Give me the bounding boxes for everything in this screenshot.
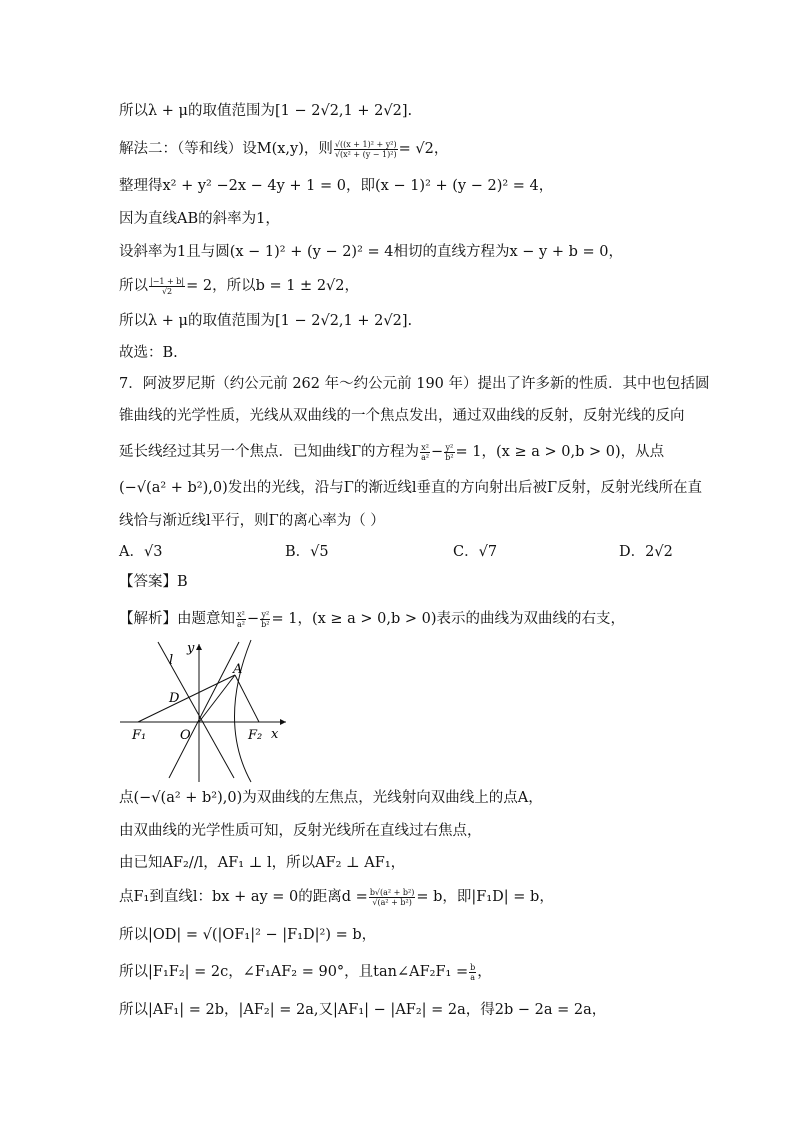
option-c: C．√7 — [453, 544, 498, 560]
answer-line: 【答案】B — [119, 574, 188, 590]
line-f1-a — [138, 675, 235, 722]
fraction-numerator: √((x + 1)² + y²) — [334, 139, 397, 149]
fraction-numerator: b√(a² + b²) — [369, 887, 415, 897]
solution-line-3: 由已知AF₂//l，AF₁ ⊥ l，所以AF₂ ⊥ AF₁， — [119, 855, 406, 871]
fraction-denominator: a² — [237, 619, 245, 629]
line-o-a — [199, 675, 235, 722]
solution-line-2: 由双曲线的光学性质可知，反射光线所在直线过右焦点， — [119, 823, 482, 839]
fraction-numerator: y² — [445, 442, 454, 452]
distance-d-fraction — [369, 888, 416, 907]
line-range-1: 所以λ + μ的取值范围为[1 − 2√2,1 + 2√2]. — [119, 103, 413, 119]
solution-4-prefix: 点F₁到直线l：bx + ay = 0的距离d = — [119, 889, 368, 905]
fraction-denominator: b² — [445, 452, 454, 462]
solution-line-6 — [119, 962, 492, 982]
label-d: D — [169, 691, 180, 706]
question-line-3: 延长线经过其另一个焦点．已知曲线Γ的方程为 $\frac{\text{x²}}{\text{a²}}$ − $\frac{\text{y²}}{\text{b²}}$ = 1，(x ≥ a > 0,b > 0)，从点 — [119, 442, 665, 462]
label-l: l — [169, 653, 174, 668]
line-a-f2 — [235, 675, 259, 722]
distance-suffix: = 2，所以b = 1 ± 2√2， — [186, 278, 360, 294]
fraction-denominator: √2 — [161, 286, 173, 296]
x-squared-over-a-squared — [236, 610, 246, 629]
fraction-denominator: √(x² + (y − 1)²) — [334, 149, 397, 159]
solution-line-4 — [119, 887, 554, 907]
solution-6-prefix: 所以|F₁F₂| = 2c，∠F₁AF₂ = 90°，且tan∠AF₂F₁ = — [119, 964, 469, 980]
b-over-a-fraction — [469, 963, 476, 982]
line-simplify: 整理得x² + y² −2x − 4y + 1 = 0，即(x − 1)² + (y − 2)² = 4， — [119, 178, 554, 194]
analysis-prefix: 【解析】由题意知 — [119, 611, 235, 627]
line-tangent: 设斜率为1且与圆(x − 1)² + (y − 2)² = 4相切的直线方程为x − y + b = 0， — [119, 244, 623, 260]
label-f1: F₁ — [132, 728, 147, 743]
y-squared-over-b-squared — [260, 610, 270, 629]
distance-prefix: 所以 — [119, 278, 148, 294]
label-o: O — [180, 728, 191, 743]
analysis-line: 【解析】由题意知 $\frac{\text{x²}}{\text{a²}}$ − $\frac{\text{y²}}{\text{b²}}$ = 1，(x ≥ a > 0,b > 0)表示的曲线为双曲线的右支， — [119, 609, 626, 629]
x-squared-over-a-squared — [420, 443, 430, 462]
hyperbola-figure — [118, 638, 293, 786]
question-3-prefix: 延长线经过其另一个焦点．已知曲线Γ的方程为 — [119, 444, 420, 460]
fraction-numerator: y² — [261, 609, 270, 619]
option-b: B．√5 — [285, 544, 329, 560]
distance-fraction — [149, 277, 185, 296]
line-range-2: 所以λ + μ的取值范围为[1 − 2√2,1 + 2√2]. — [119, 313, 413, 329]
asymptote-2 — [169, 642, 239, 778]
line-distance-b — [119, 276, 359, 296]
question-3-suffix: = 1，(x ≥ a > 0,b > 0)，从点 — [455, 444, 665, 460]
y-squared-over-b-squared — [444, 443, 454, 462]
label-y: y — [187, 641, 195, 656]
method-two-suffix: = √2， — [398, 141, 449, 157]
line-method-two — [119, 139, 448, 159]
method-two-prefix: 解法二：（等和线）设M(x,y)，则 — [119, 141, 333, 157]
distance-ratio-fraction — [334, 140, 398, 159]
label-a: A — [233, 662, 243, 677]
fraction-numerator: x² — [237, 609, 245, 619]
question-line-5: 线恰与渐近线l平行，则Γ的离心率为（ ） — [119, 513, 385, 529]
line-choose: 故选：B. — [119, 345, 178, 361]
analysis-suffix: = 1，(x ≥ a > 0,b > 0)表示的曲线为双曲线的右支， — [271, 611, 626, 627]
question-line-4: (−√(a² + b²),0)发出的光线，沿与Γ的渐近线l垂直的方向射出后被Γ反射，反射光线所在直 — [119, 480, 703, 496]
line-slope: 因为直线AB的斜率为1， — [119, 211, 280, 227]
solution-line-5: 所以|OD| = √(|OF₁|² − |F₁D|²) = b， — [119, 927, 377, 943]
question-line-1: 7．阿波罗尼斯（约公元前 262 年～约公元前 190 年）提出了许多新的性质．其中也包括圆 — [119, 376, 710, 392]
fraction-numerator: x² — [421, 442, 429, 452]
fraction-numerator: |−1 + b| — [150, 276, 185, 286]
solution-line-7: 所以|AF₁| = 2b，|AF₂| = 2a,又|AF₁| − |AF₂| = 2a，得2b − 2a = 2a， — [119, 1002, 607, 1018]
label-f2: F₂ — [248, 728, 263, 743]
solution-6-suffix: ， — [477, 964, 492, 980]
fraction-denominator: a — [470, 972, 476, 982]
solution-line-1: 点(−√(a² + b²),0)为双曲线的左焦点，光线射向双曲线上的点A， — [119, 790, 543, 806]
fraction-denominator: b² — [261, 619, 270, 629]
option-d: D．2√2 — [619, 544, 673, 560]
fraction-denominator: a² — [421, 452, 430, 462]
option-a: A．√3 — [119, 544, 163, 560]
solution-4-suffix: = b，即|F₁D| = b， — [416, 889, 554, 905]
fraction-numerator: b — [470, 962, 476, 972]
label-x: x — [271, 727, 279, 742]
question-line-2: 锥曲线的光学性质，光线从双曲线的一个焦点发出，通过双曲线的反射，反射光线的反向 — [119, 408, 685, 424]
fraction-denominator: √(a² + b²) — [372, 897, 412, 907]
